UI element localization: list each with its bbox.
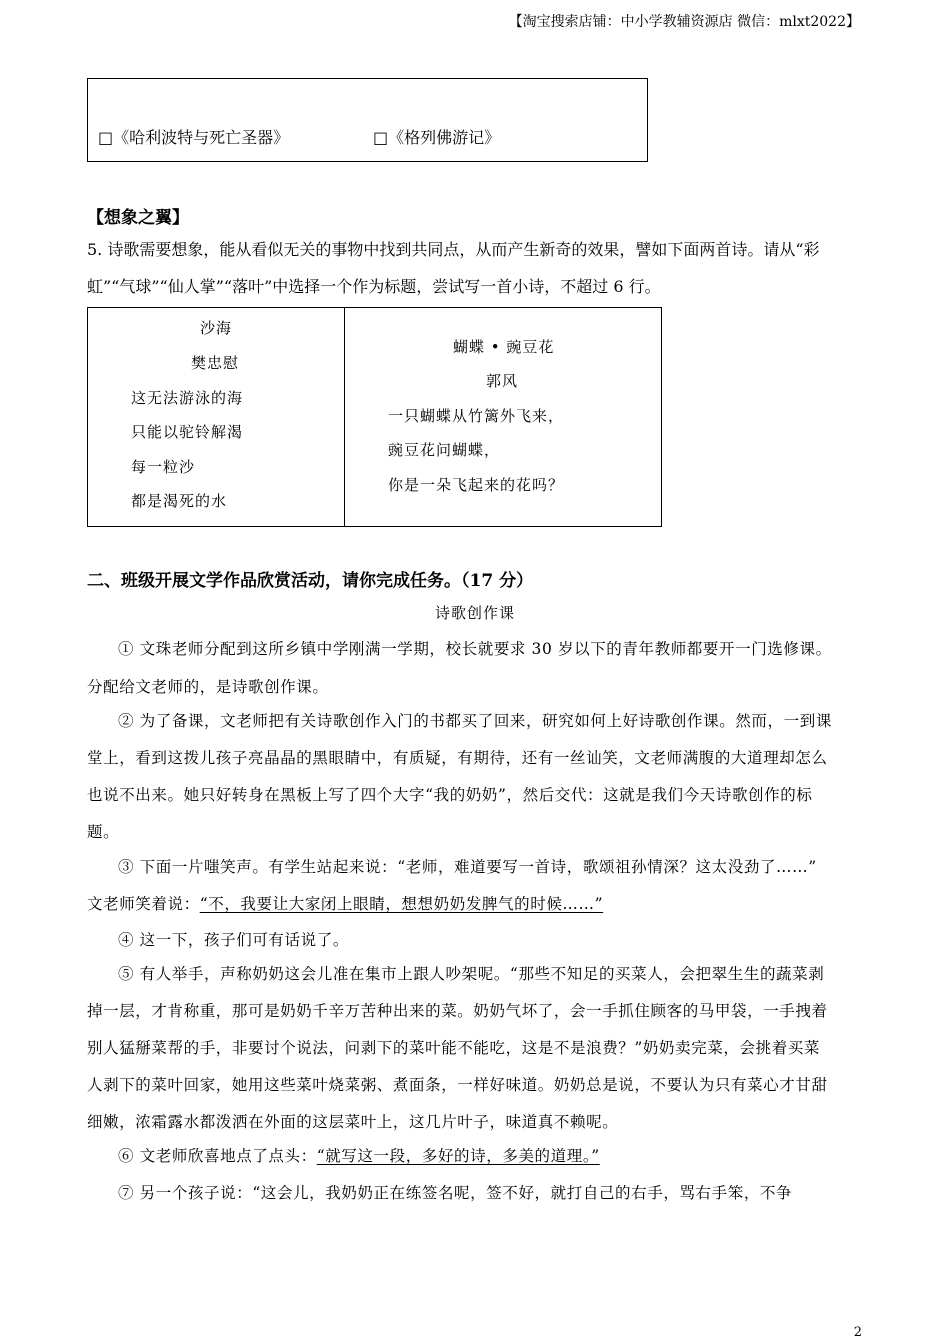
- poem2-line-3: 你是一朵飞起来的花吗？: [388, 476, 565, 494]
- poem2-author: 郭风: [486, 372, 519, 390]
- underlined-quote-1: “不，我要让大家闭上眼睛，想想奶奶发脾气的时候……”: [199, 895, 604, 913]
- poem2-title: 蝴蝶 • 豌豆花: [453, 338, 555, 356]
- article-line-4: 堂上，看到这拨儿孩子亮晶晶的黑眼睛中，有质疑，有期待，还有一丝讪笑，文老师满腹的大道理却怎么: [87, 749, 828, 767]
- book-option-harry-potter[interactable]: □《哈利波特与死亡圣器》: [98, 128, 290, 147]
- article-line-12: 别人猛掰菜帮的手，非要讨个说法，问剥下的菜叶能不能吃，这是不是浪费？”奶奶卖完菜，会挑着买菜: [87, 1039, 821, 1057]
- poem2-line-2: 豌豆花问蝴蝶，: [388, 441, 501, 459]
- poem1-line-2: 只能以驼铃解渴: [131, 423, 244, 441]
- poem1-line-1: 这无法游泳的海: [131, 389, 244, 407]
- poem-table-divider: [344, 308, 345, 526]
- article-line-10: ⑤ 有人举手，声称奶奶这会儿准在集市上跟人吵架呢。“那些不知足的买菜人，会把翠生生的蔬菜剥: [118, 965, 825, 983]
- book-options-box: [87, 78, 648, 162]
- page-number: 2: [853, 1325, 862, 1340]
- poem-table: [87, 307, 662, 527]
- underlined-quote-2: “就写这一段，多好的诗，多美的道理。”: [316, 1147, 600, 1165]
- article-line-8: [87, 892, 603, 914]
- article-line-11: 掉一层，才肯称重，那可是奶奶千辛万苦种出来的菜。奶奶气坏了，会一手抓住顾客的马甲袋，一手拽着: [87, 1002, 828, 1020]
- article-line-15: [118, 1144, 600, 1166]
- poem1-line-3: 每一粒沙: [131, 458, 196, 476]
- article-line-6: 题。: [87, 823, 120, 841]
- imagination-label: 【想象之翼】: [87, 208, 189, 228]
- question-5-line-1: 5. 诗歌需要想象，能从看似无关的事物中找到共同点，从而产生新奇的效果，譬如下面两首诗。请从“彩: [87, 240, 820, 259]
- poem1-title: 沙海: [200, 319, 233, 337]
- book-option-gulliver[interactable]: □《格列佛游记》: [373, 128, 501, 147]
- article-line-3: ② 为了备课，文老师把有关诗歌创作入门的书都买了回来，研究如何上好诗歌创作课。然而，一到课: [118, 712, 832, 730]
- article-line-5: 也说不出来。她只好转身在黑板上写了四个大字“我的奶奶”，然后交代：这就是我们今天诗歌创作的标: [87, 786, 813, 804]
- poem1-line-4: 都是渴死的水: [131, 492, 228, 510]
- article-line-9: ④ 这一下，孩子们可有话说了。: [118, 931, 349, 949]
- page-header: 【淘宝搜索店铺：中小学教辅资源店 微信：mlxt2022】: [508, 14, 860, 30]
- article-line-16: ⑦ 另一个孩子说：“这会儿，我奶奶正在练签名呢，签不好，就打自己的右手，骂右手笨，不争: [118, 1184, 793, 1202]
- article-title: 诗歌创作课: [434, 604, 515, 622]
- article-line-2: 分配给文老师的，是诗歌创作课。: [87, 678, 329, 696]
- article-line-15-prefix: ⑥ 文老师欣喜地点了点头：: [118, 1147, 317, 1165]
- article-line-1: ① 文珠老师分配到这所乡镇中学刚满一学期，校长就要求 30 岁以下的青年教师都要开一门选修课。: [118, 640, 832, 658]
- section-2-title: 二、班级开展文学作品欣赏活动，请你完成任务。（17 分）: [87, 571, 534, 591]
- poem1-author: 樊忠慰: [191, 354, 240, 372]
- article-line-8-prefix: 文老师笑着说：: [87, 895, 200, 913]
- article-line-14: 细嫩，浓霜露水都泼洒在外面的这层菜叶上，这几片叶子，味道真不赖呢。: [87, 1113, 619, 1131]
- article-line-7: ③ 下面一片嗤笑声。有学生站起来说：“老师，难道要写一首诗，歌颂祖孙情深？这太没劲了……”: [118, 858, 817, 876]
- article-line-13: 人剥下的菜叶回家，她用这些菜叶烧菜粥、煮面条，一样好味道。奶奶总是说，不要认为只有菜心才甘甜: [87, 1076, 828, 1094]
- poem2-line-1: 一只蝴蝶从竹篱外飞来，: [388, 407, 565, 425]
- question-5-line-2: 虹”“气球”“仙人掌”“落叶”中选择一个作为标题，尝试写一首小诗，不超过 6 行。: [87, 277, 661, 296]
